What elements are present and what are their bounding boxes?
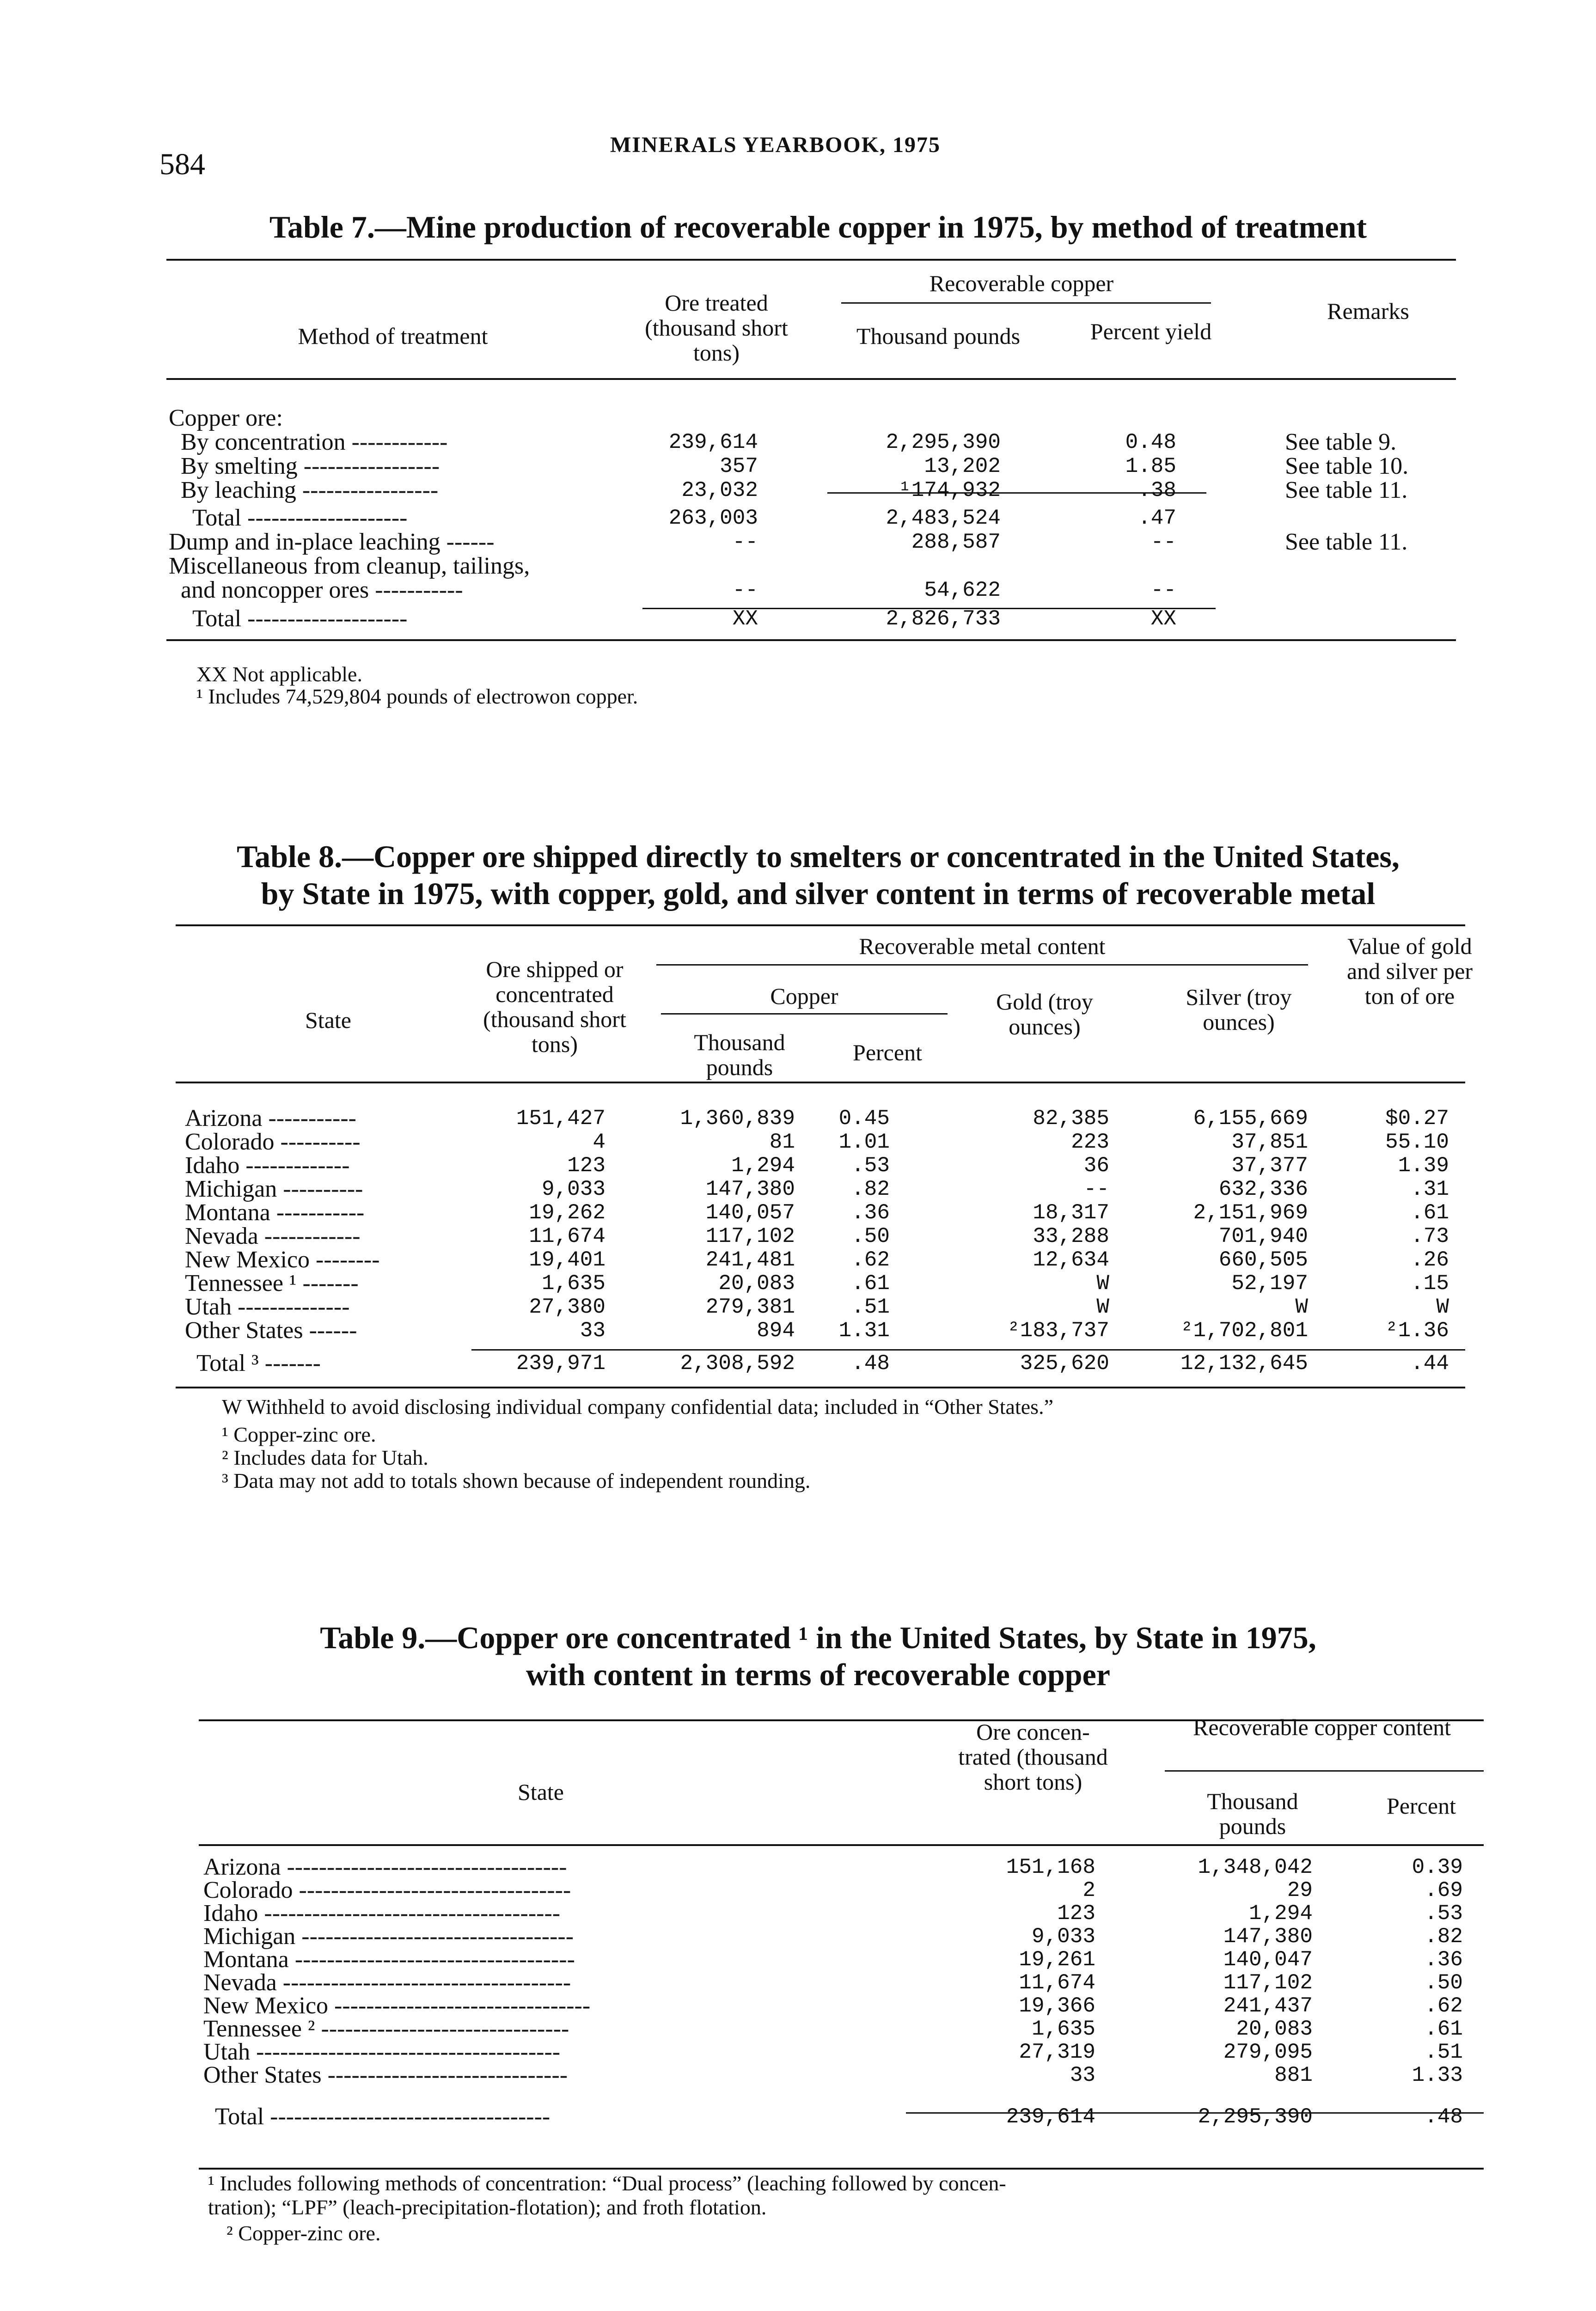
table8-value-cell: .26 — [1411, 1248, 1449, 1272]
table9-col-state: State — [518, 1779, 564, 1805]
table9-footnote: ² Copper-zinc ore. — [226, 2221, 381, 2245]
table8-percent-cell: .50 — [851, 1224, 890, 1248]
table8-gold-cell: 36 — [1083, 1154, 1109, 1178]
table9-header-rule — [199, 1844, 1484, 1846]
table7-remarks-cell: See table 9. — [1285, 429, 1397, 455]
table8-gold-cell: 82,385 — [1033, 1107, 1109, 1131]
table9-percent-cell: .50 — [1425, 1971, 1463, 1995]
table8-pounds-cell: 140,057 — [705, 1201, 795, 1225]
table8-footnote: ² Includes data for Utah. — [222, 1446, 428, 1469]
table7-footnote: XX Not applicable. — [196, 662, 362, 686]
table9-state-cell: Tennessee ² ------------------------------- — [203, 2016, 569, 2042]
table8-percent-cell: .51 — [851, 1295, 890, 1319]
table7-title: Table 7.—Mine production of recoverable copper in 1975, by method of treatment — [269, 209, 1367, 245]
table8-ore-cell: 151,427 — [516, 1107, 605, 1131]
table8-gold-cell: 223 — [1071, 1130, 1109, 1154]
table9-ore-cell: 11,674 — [1019, 1971, 1095, 1995]
table8-silver-cell: 2,151,969 — [1193, 1201, 1308, 1225]
table8-header-rule — [176, 1082, 1465, 1083]
table9-ore-cell: 19,366 — [1019, 1994, 1095, 2018]
table8-value-cell: .31 — [1411, 1177, 1449, 1201]
table8-value-cell: 1.39 — [1398, 1154, 1449, 1178]
table9-ore-cell: 1,635 — [1031, 2017, 1095, 2041]
table7-label-cell: Copper ore: — [169, 405, 283, 431]
table9-pounds-cell: 2,295,390 — [1198, 2105, 1313, 2129]
table8-col-silver: Silver (troy ounces) — [1186, 984, 1292, 1035]
table7-pounds-cell: 2,295,390 — [886, 430, 1001, 454]
table8-percent-cell: 1.31 — [838, 1319, 890, 1343]
table7-col-yield: Percent yield — [1090, 318, 1212, 344]
table8-state-cell: Other States ------ — [185, 1317, 357, 1344]
table8-col-percent: Percent — [853, 1039, 922, 1065]
table9-pounds-cell: 279,095 — [1223, 2040, 1313, 2064]
table7-yield-cell: 0.48 — [1125, 430, 1176, 454]
table7-ore-cell: 263,003 — [668, 506, 758, 530]
table8-value-cell: W — [1436, 1295, 1449, 1319]
table9-state-cell: Total ----------------------------------- — [203, 2103, 550, 2130]
table7-label-cell: By concentration ------------ — [169, 429, 448, 455]
table8-pounds-cell: 20,083 — [718, 1272, 795, 1296]
table8-ore-cell: 19,262 — [529, 1201, 605, 1225]
table9-pounds-cell: 1,348,042 — [1198, 1855, 1313, 1879]
table7-top-rule — [166, 259, 1456, 261]
table7-subtotal-rule — [827, 492, 1206, 494]
table9-ore-cell: 239,614 — [1006, 2105, 1095, 2129]
table7-label-cell: By smelting ----------------- — [169, 453, 440, 479]
table8-state-cell: Montana ----------- — [185, 1199, 365, 1226]
table8-ore-cell: 9,033 — [541, 1177, 605, 1201]
table7-pounds-cell: ¹174,932 — [899, 478, 1001, 502]
table8-percent-cell: .62 — [851, 1248, 890, 1272]
table8-state-cell: Colorado ---------- — [185, 1129, 361, 1155]
table8-silver-cell: 701,940 — [1218, 1224, 1308, 1248]
table8-col-value: Value of gold and silver per ton of ore — [1346, 933, 1473, 1009]
table9-state-cell: Arizona ----------------------------------- — [203, 1854, 567, 1880]
table8-gold-cell: 325,620 — [1020, 1351, 1109, 1376]
table9-ore-cell: 33 — [1070, 2063, 1095, 2087]
table9-percent-cell: .82 — [1425, 1925, 1463, 1949]
table7-recoverable-rule — [841, 302, 1211, 304]
table8-gold-cell: 12,634 — [1033, 1248, 1109, 1272]
table9-pounds-cell: 1,294 — [1248, 1901, 1313, 1926]
table8-pounds-cell: 279,381 — [705, 1295, 795, 1319]
table8-value-cell: .61 — [1411, 1201, 1449, 1225]
table7-ore-cell: -- — [732, 578, 758, 602]
table8-silver-cell: 6,155,669 — [1193, 1107, 1308, 1131]
table9-footnote: tration); “LPF” (leach-precipitation-flotation); and froth flotation. — [208, 2195, 767, 2219]
table7-yield-cell: -- — [1150, 578, 1176, 602]
table8-state-cell: Nevada ------------ — [185, 1223, 361, 1249]
table9-col-pounds: Thousand pounds — [1207, 1788, 1298, 1839]
table8-pounds-cell: 117,102 — [705, 1224, 795, 1248]
table8-gold-cell: 33,288 — [1033, 1224, 1109, 1248]
table7-ore-cell: XX — [732, 607, 758, 631]
table8-percent-cell: .48 — [851, 1351, 890, 1376]
table8-footnote: ³ Data may not add to totals shown because of independent rounding. — [222, 1469, 811, 1492]
table9-pounds-cell: 20,083 — [1236, 2017, 1313, 2041]
table8-col-ore: Ore shipped or concentrated (thousand short tons) — [483, 956, 626, 1057]
table7-yield-cell: XX — [1150, 607, 1176, 631]
table7-col-recoverable: Recoverable copper — [929, 270, 1114, 296]
table8-gold-cell: -- — [1083, 1177, 1109, 1201]
table8-silver-cell: 12,132,645 — [1180, 1351, 1308, 1376]
table9-percent-cell: .36 — [1425, 1948, 1463, 1972]
table9-ore-cell: 9,033 — [1031, 1925, 1095, 1949]
table8-ore-cell: 1,635 — [541, 1272, 605, 1296]
table8-gold-cell: W — [1096, 1272, 1109, 1296]
table8-state-cell: Utah -------------- — [185, 1294, 350, 1320]
table7-ore-cell: 239,614 — [668, 430, 758, 454]
table9-pounds-cell: 147,380 — [1223, 1925, 1313, 1949]
table8-percent-cell: .61 — [851, 1272, 890, 1296]
table9-pounds-cell: 881 — [1274, 2063, 1313, 2087]
table8-ore-cell: 27,380 — [529, 1295, 605, 1319]
table9-state-cell: Michigan ---------------------------------- — [203, 1923, 574, 1950]
table8-value-cell: .73 — [1411, 1224, 1449, 1248]
table9-total-rule — [906, 2112, 1484, 2114]
table8-ore-cell: 239,971 — [516, 1351, 605, 1376]
table9-percent-cell: .69 — [1425, 1878, 1463, 1902]
table9-col-percent: Percent — [1387, 1793, 1456, 1819]
table9-state-cell: New Mexico -------------------------------- — [203, 1993, 591, 2019]
table7-remarks-cell: See table 10. — [1285, 453, 1409, 479]
table7-pounds-cell: 288,587 — [911, 530, 1001, 554]
table8-ore-cell: 11,674 — [529, 1224, 605, 1248]
table7-col-remarks: Remarks — [1327, 298, 1409, 324]
table7-pounds-cell: 54,622 — [924, 578, 1001, 602]
table8-value-cell: .15 — [1411, 1272, 1449, 1296]
table9-ore-cell: 151,168 — [1006, 1855, 1095, 1879]
table7-pounds-cell: 2,826,733 — [886, 607, 1001, 631]
table8-col-state: State — [305, 1007, 351, 1033]
table8-gold-cell: W — [1096, 1295, 1109, 1319]
table8-state-cell: New Mexico -------- — [185, 1247, 380, 1273]
table8-copper-rule — [661, 1013, 948, 1015]
table8-silver-cell: W — [1295, 1295, 1308, 1319]
table8-top-rule — [176, 924, 1465, 926]
table8-silver-cell: 660,505 — [1218, 1248, 1308, 1272]
table7-ore-cell: 23,032 — [681, 478, 758, 502]
table8-col-recoverable: Recoverable metal content — [859, 933, 1106, 959]
table7-label-cell: Total -------------------- — [169, 505, 408, 531]
table9-title: Table 9.—Copper ore concentrated ¹ in the United States, by State in 1975, — [320, 1620, 1316, 1655]
table8-pounds-cell: 81 — [769, 1130, 795, 1154]
table9-ore-cell: 19,261 — [1019, 1948, 1095, 1972]
table7-yield-cell: 1.85 — [1125, 454, 1176, 478]
table8-state-cell: Total ³ ------- — [185, 1350, 321, 1376]
running-title: MINERALS YEARBOOK, 1975 — [610, 133, 941, 157]
table7-label-cell: Total -------------------- — [169, 605, 408, 632]
table7-yield-cell: .38 — [1138, 478, 1176, 502]
table8-ore-cell: 19,401 — [529, 1248, 605, 1272]
table8-total-rule — [471, 1349, 1465, 1351]
table8-percent-cell: 0.45 — [838, 1107, 890, 1131]
table7-ore-cell: 357 — [720, 454, 758, 478]
table8-ore-cell: 4 — [593, 1130, 605, 1154]
table7-remarks-cell: See table 11. — [1285, 477, 1408, 503]
table9-percent-cell: 0.39 — [1412, 1855, 1463, 1879]
table8-value-cell: ²1.36 — [1385, 1319, 1449, 1343]
table9-col-ore: Ore concen- trated (thousand short tons) — [958, 1719, 1108, 1795]
table8-state-cell: Idaho ------------- — [185, 1152, 350, 1179]
page-number: 584 — [159, 147, 205, 181]
table9-title: with content in terms of recoverable copper — [526, 1657, 1110, 1692]
table9-pounds-cell: 140,047 — [1223, 1948, 1313, 1972]
table8-percent-cell: .82 — [851, 1177, 890, 1201]
table8-percent-cell: .36 — [851, 1201, 890, 1225]
table7-label-cell: Dump and in-place leaching ------ — [169, 529, 495, 555]
table8-pounds-cell: 1,360,839 — [680, 1107, 795, 1131]
table8-col-pounds: Thousand pounds — [694, 1029, 785, 1080]
table9-state-cell: Colorado ---------------------------------- — [203, 1877, 571, 1903]
table9-state-cell: Idaho ------------------------------------- — [203, 1900, 561, 1926]
table8-value-cell: 55.10 — [1385, 1130, 1449, 1154]
table8-title: Table 8.—Copper ore shipped directly to smelters or concentrated in the United States, — [237, 839, 1400, 874]
table9-ore-cell: 27,319 — [1019, 2040, 1095, 2064]
table8-pounds-cell: 147,380 — [705, 1177, 795, 1201]
table8-pounds-cell: 894 — [757, 1319, 795, 1343]
table7-pounds-cell: 2,483,524 — [886, 506, 1001, 530]
table9-col-recoverable: Recoverable copper content — [1192, 1714, 1451, 1740]
table8-silver-cell: 37,377 — [1231, 1154, 1308, 1178]
table9-percent-cell: .61 — [1425, 2017, 1463, 2041]
table8-value-cell: $0.27 — [1385, 1107, 1449, 1131]
table8-title: by State in 1975, with copper, gold, and silver content in terms of recoverable metal — [261, 876, 1376, 911]
table9-footnote: ¹ Includes following methods of concentration: “Dual process” (leaching followed by concen- — [208, 2171, 1006, 2195]
table7-ore-cell: -- — [732, 530, 758, 554]
table9-bottom-rule — [199, 2168, 1484, 2170]
table8-percent-cell: .53 — [851, 1154, 890, 1178]
table8-state-cell: Tennessee ¹ ------- — [185, 1270, 359, 1296]
table9-ore-cell: 123 — [1057, 1901, 1095, 1926]
table8-silver-cell: 37,851 — [1231, 1130, 1308, 1154]
table8-col-gold: Gold (troy ounces) — [996, 989, 1093, 1039]
table8-silver-cell: 632,336 — [1218, 1177, 1308, 1201]
table9-pounds-cell: 241,437 — [1223, 1994, 1313, 2018]
table7-col-pounds: Thousand pounds — [856, 323, 1021, 349]
table8-ore-cell: 33 — [580, 1319, 605, 1343]
table9-percent-cell: .51 — [1425, 2040, 1463, 2064]
table7-footnote: ¹ Includes 74,529,804 pounds of electrowon copper. — [196, 685, 638, 708]
table8-pounds-cell: 2,308,592 — [680, 1351, 795, 1376]
table7-yield-cell: -- — [1150, 530, 1176, 554]
table7-yield-cell: .47 — [1138, 506, 1176, 530]
table8-state-cell: Arizona ----------- — [185, 1105, 356, 1131]
table7-header-rule — [166, 378, 1456, 380]
table8-pounds-cell: 1,294 — [731, 1154, 795, 1178]
table7-label-cell: By leaching ----------------- — [169, 477, 439, 503]
table8-col-copper: Copper — [770, 983, 838, 1009]
table8-footnote: W Withheld to avoid disclosing individual company confidential data; included in “Other States.” — [222, 1395, 1053, 1418]
table7-remarks-cell: See table 11. — [1285, 529, 1408, 555]
table9-percent-cell: 1.33 — [1412, 2063, 1463, 2087]
table9-ore-cell: 2 — [1082, 1878, 1095, 1902]
table8-state-cell: Michigan ---------- — [185, 1176, 363, 1202]
table9-percent-cell: .48 — [1425, 2105, 1463, 2129]
table8-value-cell: .44 — [1411, 1351, 1449, 1376]
table9-pounds-cell: 117,102 — [1223, 1971, 1313, 1995]
table9-percent-cell: .62 — [1425, 1994, 1463, 2018]
table8-recoverable-rule — [656, 964, 1308, 966]
table7-col-ore: Ore treated (thousand short tons) — [645, 290, 788, 366]
table9-pounds-cell: 29 — [1287, 1878, 1313, 1902]
table8-pounds-cell: 241,481 — [705, 1248, 795, 1272]
table7-bottom-rule — [166, 639, 1456, 641]
table8-bottom-rule — [176, 1387, 1465, 1388]
table8-gold-cell: ²183,737 — [1007, 1319, 1109, 1343]
table9-percent-cell: .53 — [1425, 1901, 1463, 1926]
table7-pounds-cell: 13,202 — [924, 454, 1001, 478]
table8-gold-cell: 18,317 — [1033, 1201, 1109, 1225]
table7-total-rule — [642, 608, 1216, 609]
table9-state-cell: Nevada ------------------------------------ — [203, 1969, 571, 1996]
table9-state-cell: Montana ----------------------------------- — [203, 1946, 575, 1973]
table8-ore-cell: 123 — [567, 1154, 605, 1178]
table7-col-method: Method of treatment — [298, 323, 488, 349]
table9-state-cell: Other States ------------------------------ — [203, 2062, 568, 2088]
table8-footnote: ¹ Copper-zinc ore. — [222, 1423, 376, 1446]
table7-label-cell: and noncopper ores ----------- — [169, 577, 463, 603]
table8-silver-cell: ²1,702,801 — [1180, 1319, 1308, 1343]
table9-recoverable-rule — [1165, 1770, 1484, 1772]
table9-state-cell: Utah -------------------------------------- — [203, 2039, 561, 2065]
table7-label-cell: Miscellaneous from cleanup, tailings, — [169, 553, 530, 579]
table8-silver-cell: 52,197 — [1231, 1272, 1308, 1296]
table8-percent-cell: 1.01 — [838, 1130, 890, 1154]
